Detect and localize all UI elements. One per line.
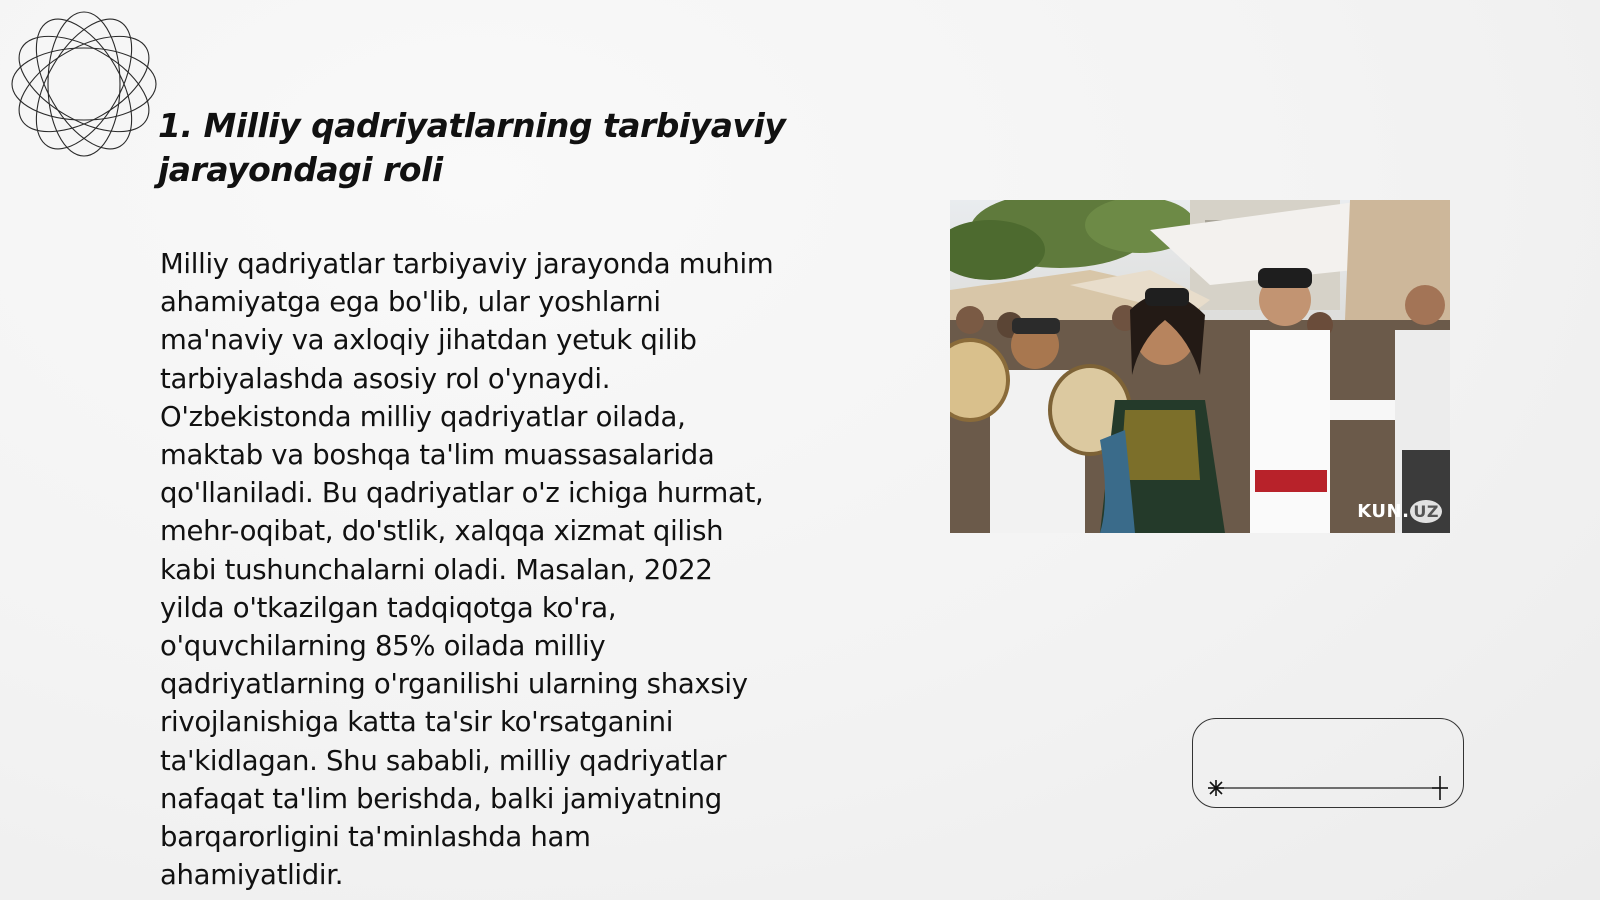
body-line: tarbiyalashda asosiy rol o'ynaydi.: [160, 362, 611, 395]
body-line: barqarorligini ta'minlashda ham: [160, 821, 591, 854]
cross-star-icon: [1432, 776, 1448, 800]
title-line: jarayondagi roli: [158, 150, 443, 189]
dance-photo-illustration: [950, 200, 1450, 533]
body-line: o'quvchilarning 85% oilada milliy: [160, 630, 606, 663]
body-line: maktab va boshqa ta'lim muassasalarida: [160, 439, 715, 472]
body-line: mehr-oqibat, do'stlik, xalqqa xizmat qilish: [160, 515, 724, 548]
dance-photo: [950, 200, 1450, 533]
body-line: ta'kidlagan. Shu sababli, milliy qadriyatlar: [160, 744, 727, 777]
body-line: nafaqat ta'lim berishda, balki jamiyatning: [160, 782, 722, 815]
body-line: ahamiyatlidir.: [160, 859, 344, 892]
title-line: 1. Milliy qadriyatlarning tarbiyaviy: [158, 106, 786, 145]
body-line: ma'naviy va axloqiy jihatdan yetuk qilib: [160, 324, 697, 357]
body-line: O'zbekistonda milliy qadriyatlar oilada,: [160, 400, 686, 433]
body-line: qadriyatlarning o'rganilishi ularning shaxsiy: [160, 668, 748, 701]
body-line: kabi tushunchalarni oladi. Masalan, 2022: [160, 553, 713, 586]
interlocking-rings-icon: [8, 8, 160, 160]
watermark-badge: UZ: [1410, 500, 1442, 523]
starburst-icon: [1208, 780, 1224, 796]
slide-title: [158, 104, 858, 192]
body-line: Milliy qadriyatlar tarbiyaviy jarayonda muhim: [160, 248, 774, 280]
body-line: yilda o'tkazilgan tadqiqotga ko'ra,: [160, 591, 617, 624]
watermark-prefix: KUN.: [1357, 501, 1410, 522]
body-paragraph: [160, 245, 860, 894]
photo-watermark: [1357, 500, 1442, 523]
body-line: qo'llaniladi. Bu qadriyatlar o'z ichiga hurmat,: [160, 477, 764, 510]
body-line: ahamiyatga ega bo'lib, ular yoshlarni: [160, 286, 661, 319]
decorative-line-stars: [1192, 718, 1464, 808]
body-line: rivojlanishiga katta ta'sir ko'rsatganini: [160, 706, 674, 739]
decorative-rounded-box: [1192, 718, 1464, 808]
